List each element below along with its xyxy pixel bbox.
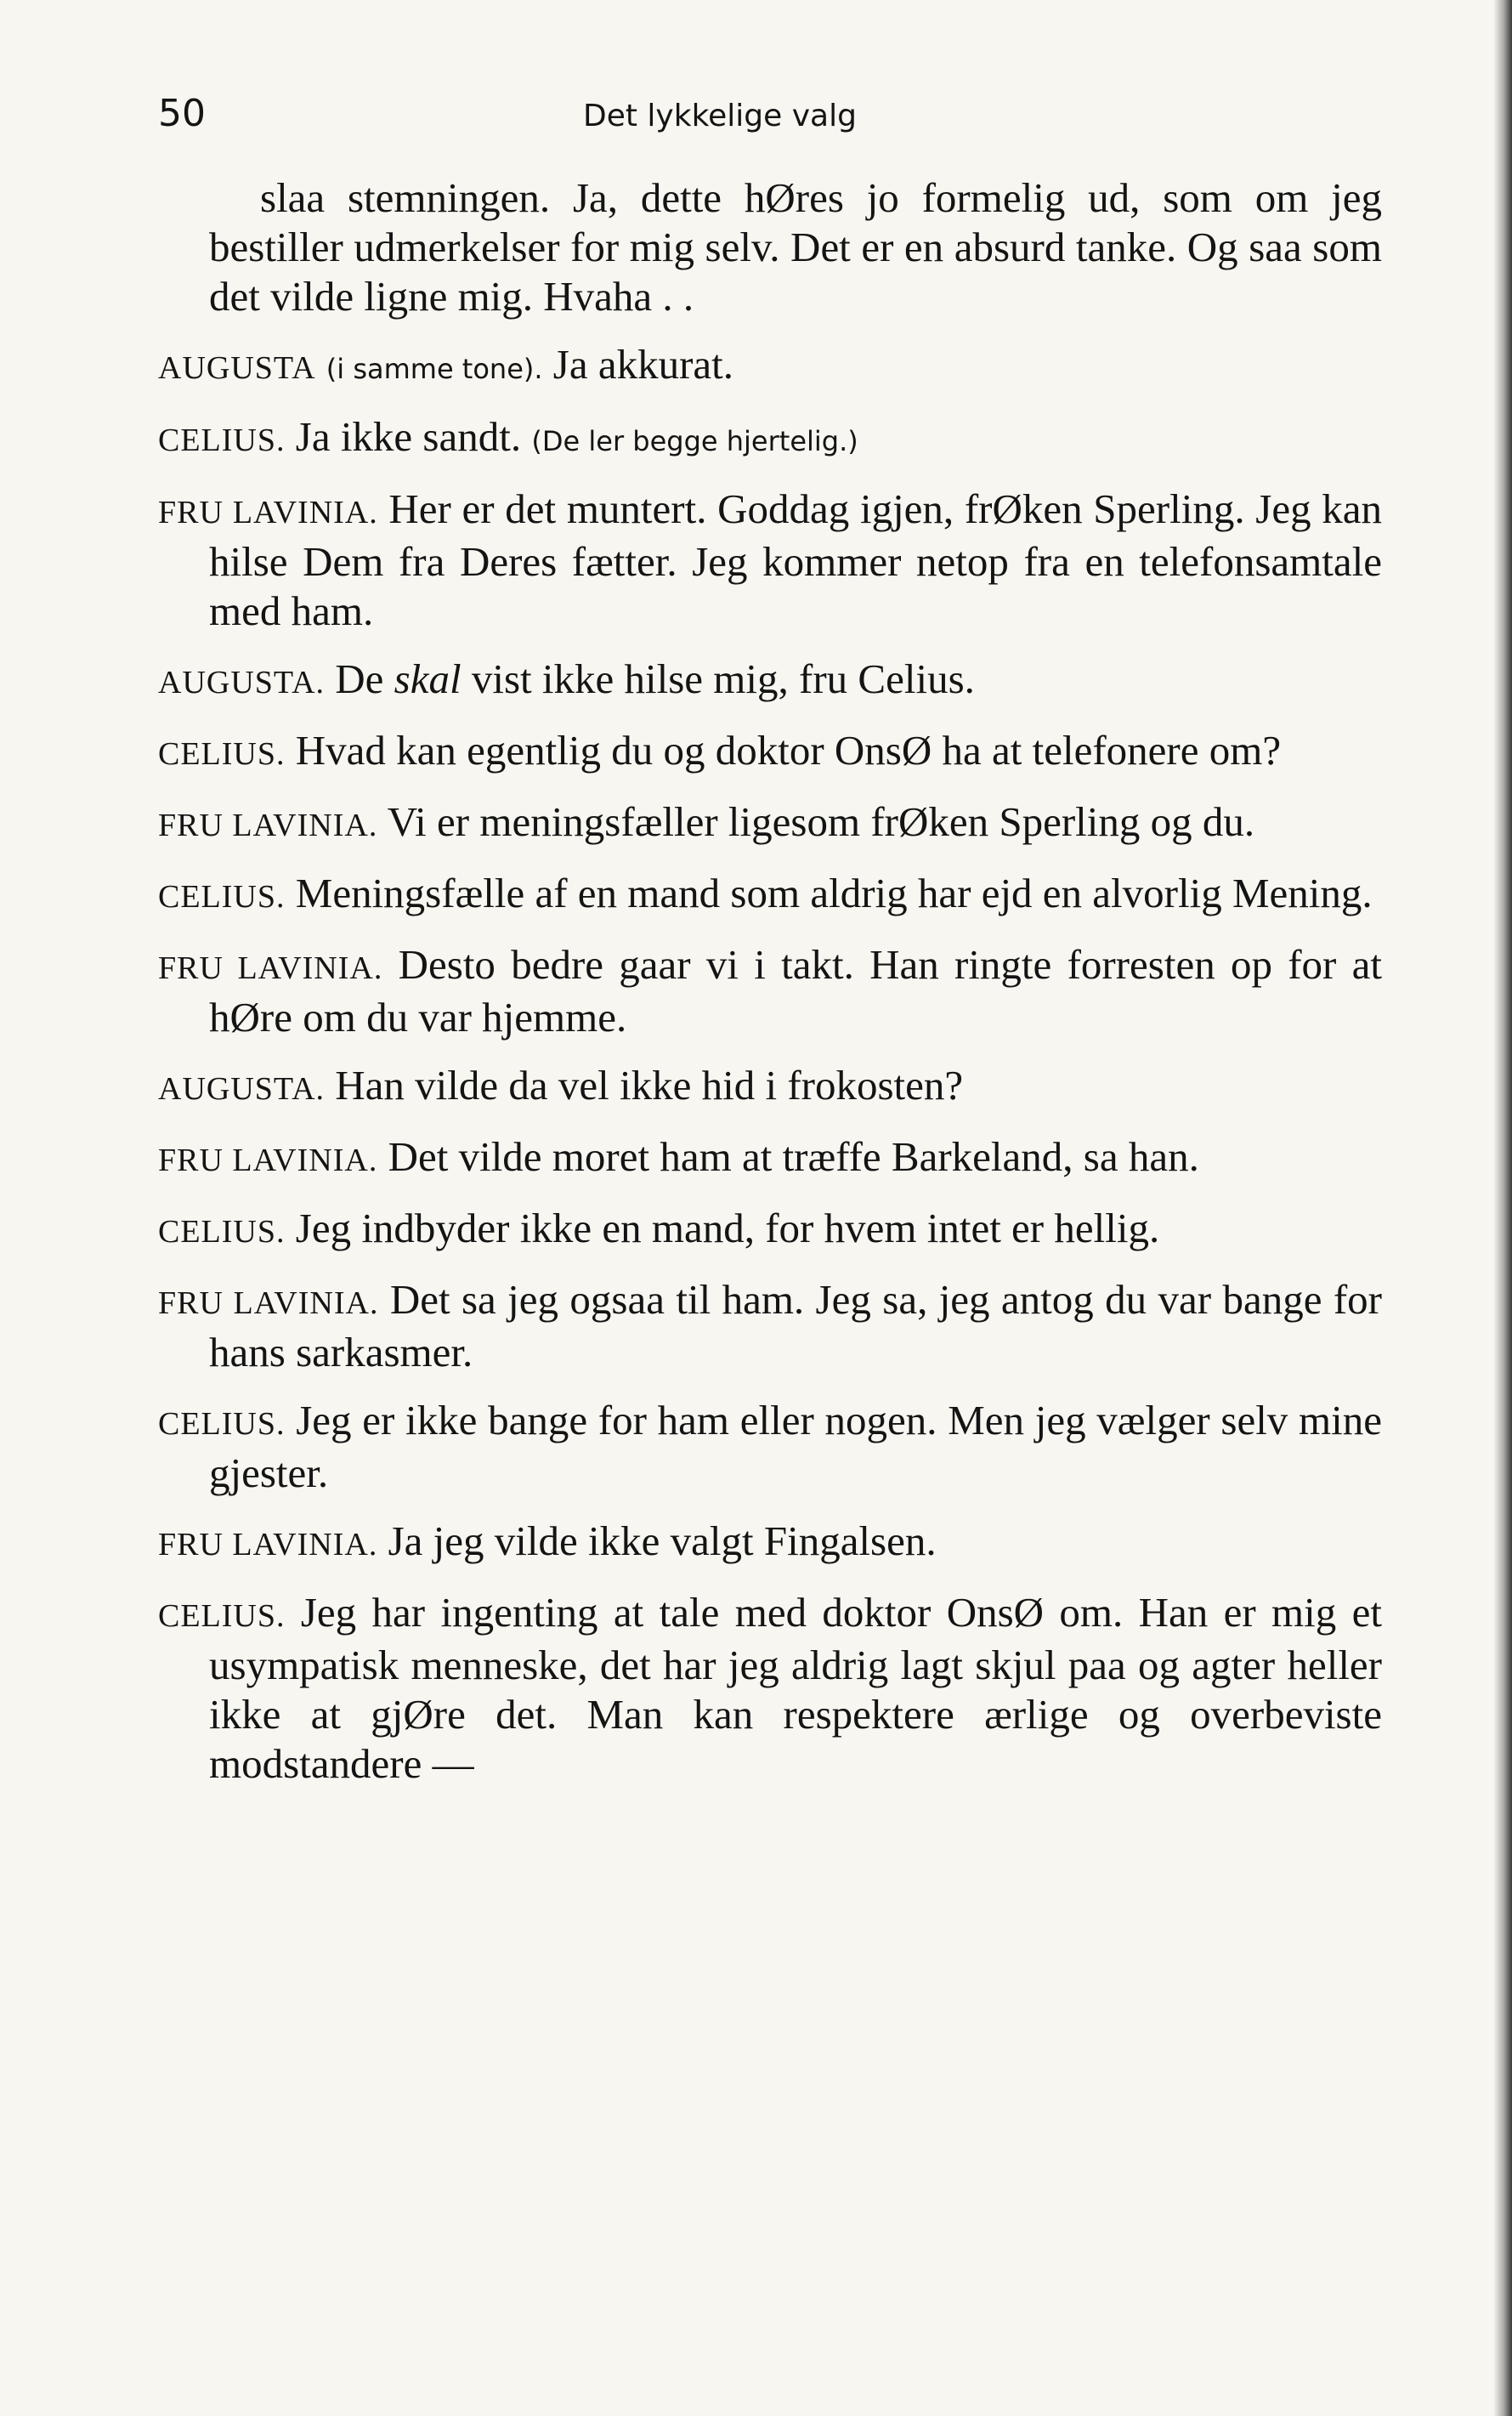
line-text: Ja ikke sandt. (295, 413, 522, 460)
dialogue-line (158, 797, 1382, 850)
line-text: Vi er meningsfæller ligesom frØken Sperling og du. (387, 798, 1255, 845)
dialogue-line (158, 1061, 1382, 1114)
speaker-name: FRU LAVINIA. (158, 808, 378, 843)
dialogue-line (158, 340, 1382, 394)
stage-direction: (De ler begge hjertelig.) (531, 425, 858, 457)
stage-direction: (i samme tone). (326, 353, 543, 385)
speaker-name: CELIUS. (158, 1598, 286, 1634)
line-text: Det vilde moret ham at træffe Barkeland, sa han. (388, 1133, 1199, 1180)
line-text: Her er det muntert. Goddag igjen, frØken Sperling. Jeg kan hilse Dem fra Deres fætter. Jeg kommer netop fra en telefonsamtale med ham. (209, 485, 1382, 634)
dialogue-line (158, 412, 1382, 466)
line-text: Han vilde da vel ikke hid i frokosten? (335, 1062, 964, 1109)
speaker-name: FRU LAVINIA. (158, 1527, 378, 1562)
line-text: slaa stemningen. Ja, dette hØres jo formelig ud, som om jeg bestiller udmerkelser for mig selv. Det er en absurd tanke. Og saa som det vilde ligne mig. Hvaha . . (209, 174, 1382, 320)
speaker-name: AUGUSTA. (158, 665, 326, 700)
speaker-name: AUGUSTA. (158, 1071, 326, 1107)
dialogue-line (158, 940, 1382, 1042)
speaker-name: FRU LAVINIA. (158, 950, 383, 986)
line-text: Jeg har ingenting at tale med doktor OnsØ om. Han er mig et usympatisk menneske, det har jeg aldrig lagt skjul paa og agter heller ikke at gjØre det. Man kan respektere ærlige og overbeviste modstandere — (209, 1589, 1382, 1787)
emphasized-word: skal (394, 655, 462, 702)
speaker-name: FRU LAVINIA. (158, 1285, 379, 1321)
dialogue-line (158, 1396, 1382, 1498)
line-text: vist ikke hilse mig, fru Celius. (471, 655, 975, 702)
dialogue-line (158, 1588, 1382, 1789)
dialogue-line (158, 655, 1382, 707)
dialogue-line (158, 726, 1382, 779)
page-edge-shadow (1493, 0, 1512, 2416)
page-header (158, 92, 1382, 143)
speaker-name: CELIUS. (158, 1214, 286, 1250)
speaker-name: CELIUS. (158, 736, 286, 772)
line-text: Ja jeg vilde ikke valgt Fingalsen. (388, 1517, 937, 1564)
line-text: Ja akkurat. (552, 341, 734, 388)
dialogue-line (158, 1132, 1382, 1185)
line-text: Hvad kan egentlig du og doktor OnsØ ha at telefonere om? (295, 727, 1282, 774)
line-text: Jeg indbyder ikke en mand, for hvem intet er hellig. (295, 1205, 1160, 1251)
line-text-lead: De (335, 655, 384, 702)
running-title: Det lykkelige valg (583, 99, 857, 133)
dialogue-line (158, 1275, 1382, 1377)
speaker-name: CELIUS. (158, 1406, 286, 1442)
page-number: 50 (158, 92, 206, 135)
speaker-name: CELIUS. (158, 423, 286, 458)
dialogue-line (158, 1517, 1382, 1569)
line-text: Desto bedre gaar vi i takt. Han ringte forresten op for at hØre om du var hjemme. (209, 941, 1382, 1041)
line-text: Det sa jeg ogsaa til ham. Jeg sa, jeg antog du var bange for hans sarkasmer. (209, 1276, 1383, 1375)
dialogue-line (158, 485, 1382, 636)
dialogue-text (158, 173, 1382, 1807)
dialogue-line (158, 1204, 1382, 1256)
dialogue-line (158, 173, 1382, 321)
line-text: Jeg er ikke bange for ham eller nogen. Men jeg vælger selv mine gjester. (209, 1397, 1383, 1496)
dialogue-line (158, 869, 1382, 922)
speaker-name: FRU LAVINIA. (158, 1143, 378, 1178)
line-text: Meningsfælle af en mand som aldrig har ejd en alvorlig Mening. (295, 870, 1373, 916)
speaker-name: CELIUS. (158, 879, 286, 915)
speaker-name: FRU LAVINIA. (158, 495, 378, 530)
speaker-name: AUGUSTA (158, 350, 316, 386)
